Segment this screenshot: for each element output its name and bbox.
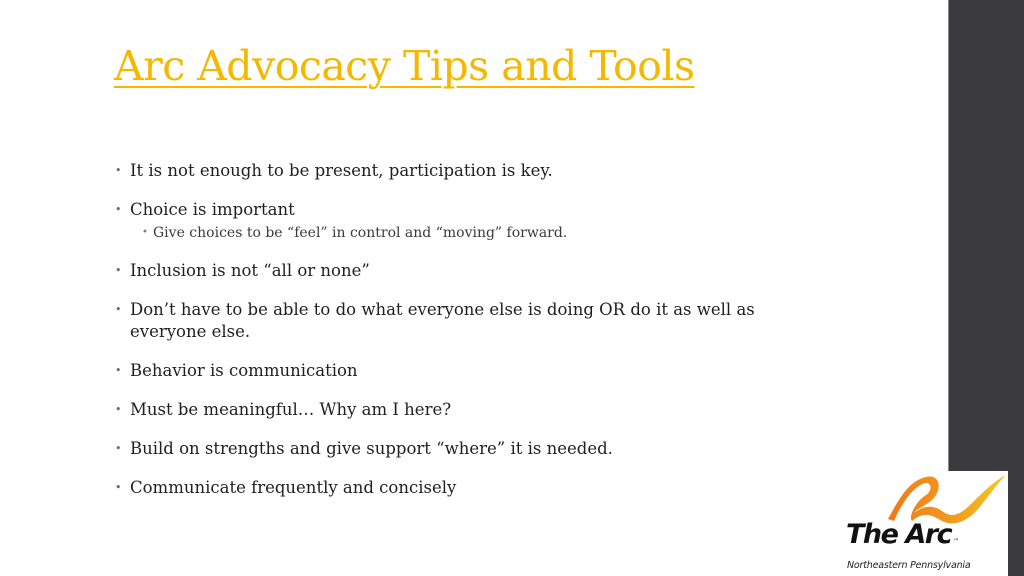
sub-bullet-icon: • xyxy=(142,227,148,238)
sub-bullet-list xyxy=(130,223,814,243)
bullet-item xyxy=(114,260,814,282)
bullet-icon: • xyxy=(115,203,122,216)
slide-title: Arc Advocacy Tips and Tools xyxy=(114,42,695,90)
bullet-item xyxy=(114,199,814,243)
logo-name-text: The Arc xyxy=(846,519,952,550)
the-arc-logo xyxy=(838,471,1008,576)
bullet-text: Choice is important xyxy=(130,200,295,219)
bullet-item xyxy=(114,360,814,382)
trademark-symbol: ™ xyxy=(953,538,960,545)
bullet-icon: • xyxy=(115,303,122,316)
bullet-text: Communicate frequently and concisely xyxy=(130,478,457,497)
bullet-icon: • xyxy=(115,364,122,377)
bullet-icon: • xyxy=(115,442,122,455)
bullet-icon: • xyxy=(115,403,122,416)
bullet-icon: • xyxy=(115,264,122,277)
bullet-text: Inclusion is not “all or none” xyxy=(130,261,370,280)
bullet-item xyxy=(114,438,814,460)
bullet-item xyxy=(114,299,814,343)
bullet-item xyxy=(114,160,814,182)
bullet-text: It is not enough to be present, participation is key. xyxy=(130,161,553,180)
logo-name xyxy=(846,519,959,550)
bullet-text: Don’t have to be able to do what everyone else is doing OR do it as well as everyone else. xyxy=(130,300,755,341)
bullet-icon: • xyxy=(115,481,122,494)
bullet-text: Behavior is communication xyxy=(130,361,358,380)
bullet-item xyxy=(114,399,814,421)
bullet-item xyxy=(114,477,814,499)
bullet-text: Must be meaningful… Why am I here? xyxy=(130,400,452,419)
sub-bullet-text: Give choices to be “feel” in control and “moving” forward. xyxy=(153,225,568,241)
bullet-list xyxy=(114,160,814,516)
bullet-icon: • xyxy=(115,164,122,177)
sub-bullet-item xyxy=(130,223,814,243)
logo-subtitle: Northeastern Pennsylvania xyxy=(847,560,971,571)
bullet-text: Build on strengths and give support “where” it is needed. xyxy=(130,439,613,458)
